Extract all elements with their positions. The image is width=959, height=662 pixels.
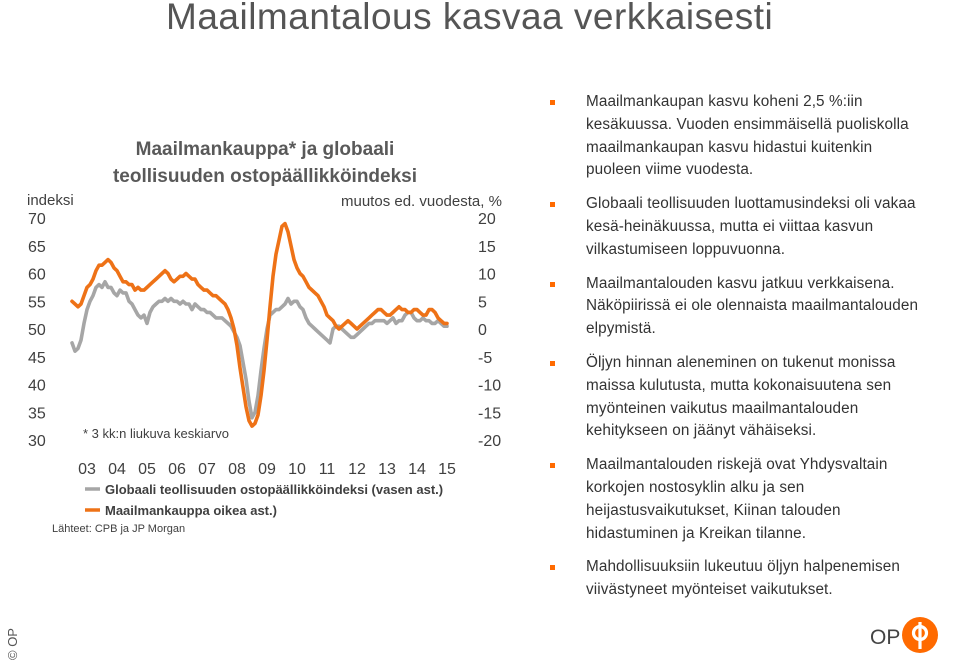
x-tick-label: 15 (438, 461, 456, 478)
left-tick-label: 30 (28, 433, 46, 450)
x-tick-label: 14 (408, 461, 426, 478)
bullet-item (548, 193, 928, 261)
bullet-text: Maailmankaupan kasvu koheni 2,5 %:iin kesäkuussa. Vuoden ensimmäisellä puoliskolla maailmankaupan kasvu hidastui kuitenkin puoleen viime vuodesta. (586, 93, 909, 179)
right-tick-label: 5 (478, 294, 487, 312)
chart-source: Lähteet: CPB ja JP Morgan (52, 523, 186, 535)
right-axis-label: muutos ed. vuodesta, % (341, 193, 502, 210)
left-axis-label: indeksi (27, 192, 74, 209)
x-axis-ticks (78, 461, 456, 478)
x-tick-label: 09 (258, 461, 276, 478)
copyright-text: © OP (5, 628, 20, 660)
x-tick-label: 05 (138, 461, 156, 478)
chart-title-line-2: teollisuuden ostopäällikköindeksi (112, 166, 418, 187)
left-tick-label: 45 (28, 349, 46, 367)
right-tick-label: -15 (478, 405, 502, 423)
op-logo (868, 613, 946, 657)
bullet-icon (550, 565, 555, 570)
left-tick-label: 60 (28, 266, 46, 284)
bullet-item (548, 556, 928, 602)
chart-footnote: * 3 kk:n liukuva keskiarvo (83, 426, 229, 441)
right-tick-label: -10 (478, 377, 502, 395)
chart (0, 0, 530, 560)
left-axis-ticks (28, 211, 46, 450)
bullet-item (548, 91, 928, 182)
op-logo-text: OP (870, 626, 901, 649)
left-tick-label: 55 (28, 294, 46, 312)
left-tick-label: 50 (28, 322, 46, 339)
right-tick-label: -20 (478, 433, 502, 450)
right-tick-label: 20 (478, 211, 496, 228)
slide-title: Maailmantalous kasvaa verkkaisesti (166, 0, 774, 37)
x-tick-label: 13 (378, 461, 396, 478)
right-axis-ticks (478, 211, 501, 450)
bullet-icon (550, 100, 555, 105)
x-tick-label: 04 (108, 461, 126, 478)
x-tick-label: 07 (198, 461, 216, 478)
left-tick-label: 65 (28, 238, 46, 256)
legend-label-pmi: Globaali teollisuuden ostopäällikköindeksi (vasen ast.) (105, 482, 444, 497)
bullet-list (548, 91, 928, 613)
series-line-trade (72, 224, 447, 427)
bullet-icon (550, 361, 555, 366)
x-tick-label: 12 (348, 461, 366, 478)
right-tick-label: 0 (478, 322, 487, 339)
left-tick-label: 40 (28, 377, 46, 395)
bullet-text: Maailmantalouden riskejä ovat Yhdysvaltain korkojen nostosyklin alku ja sen heijastusvaikutukset, Kiinan talouden hidastuminen ja Kreikan tilanne. (586, 456, 888, 542)
x-tick-label: 06 (168, 461, 186, 478)
bullet-icon (550, 202, 555, 207)
x-tick-label: 03 (78, 461, 96, 478)
x-tick-label: 10 (288, 461, 306, 478)
bullet-text: Mahdollisuuksiin lukeutuu öljyn halpenemisen viivästyneet myönteiset vaikutukset. (586, 558, 900, 599)
right-tick-label: -5 (478, 349, 493, 367)
bullet-text: Globaali teollisuuden luottamusindeksi oli vakaa kesä-heinäkuussa, mutta ei viittaa kasvun vilkastumiseen loppuvuonna. (586, 195, 916, 258)
right-tick-label: 10 (478, 266, 496, 284)
legend (85, 482, 443, 518)
bullet-item (548, 273, 928, 341)
bullet-text: Öljyn hinnan aleneminen on tukenut monissa maissa kulutusta, mutta kokonaisuutena sen myönteinen vaikutus maailmantalouden kehitykseen on jäänyt vähäiseksi. (586, 353, 896, 440)
legend-label-trade: Maailmankauppa oikea ast.) (105, 503, 277, 518)
x-tick-label: 11 (318, 461, 336, 478)
left-tick-label: 35 (28, 405, 46, 423)
bullet-icon (550, 282, 555, 287)
x-tick-label: 08 (228, 461, 246, 478)
left-tick-label: 70 (28, 211, 46, 228)
bullet-icon (550, 463, 555, 468)
chart-title-line-1: Maailmankauppa* ja globaali (135, 139, 395, 160)
bullet-item (548, 352, 928, 443)
series-lines (72, 224, 447, 427)
right-tick-label: 15 (478, 238, 496, 256)
bullet-item (548, 454, 928, 545)
bullet-text: Maailmantalouden kasvu jatkuu verkkaisena. Näköpiirissä ei ole olennaista maailmantalouden elpymistä. (586, 274, 919, 338)
